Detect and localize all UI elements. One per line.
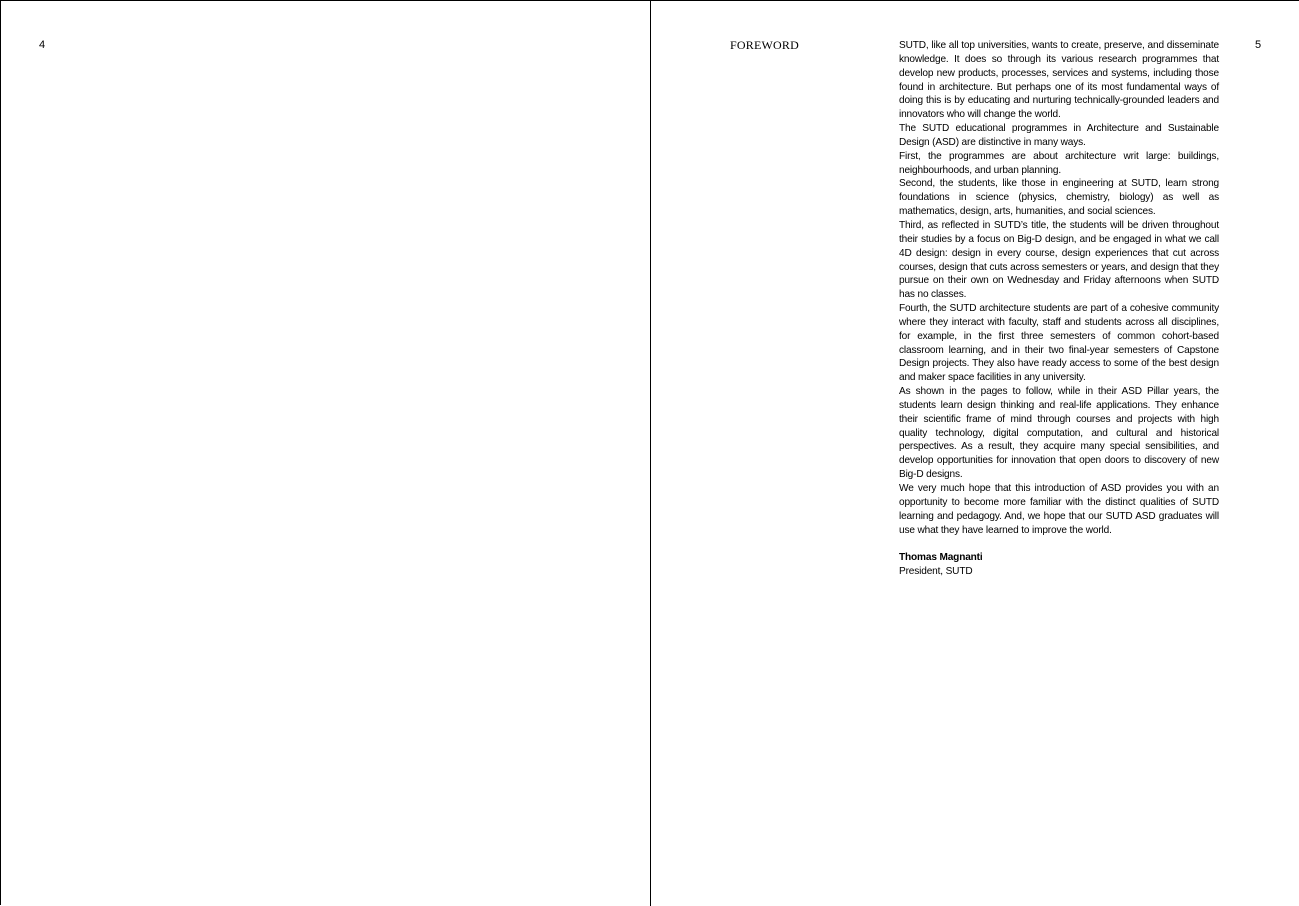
paragraph: SUTD, like all top universities, wants to create, preserve, and disseminate knowledge. It does so through its various research programmes that develop new products, processes, services and systems, including those found in architecture. But perhaps one of its most fundamental ways of doing this is by educating and nurturing technically-grounded leaders and innovators who will change the world. <box>899 40 1219 121</box>
paragraph: Second, the students, like those in engineering at SUTD, learn strong foundations in science (physics, chemistry, biology) as well as mathematics, design, arts, humanities, and social sciences. <box>899 178 1219 218</box>
paragraph: Third, as reflected in SUTD’s title, the students will be driven throughout their studies by a focus on Big-D design, and be engaged in what we call 4D design: design in every course, design experiences that cut across courses, design that cuts across semesters or years, and design that they pursue on their own on Wednesday and Friday afternoons when SUTD has no classes. <box>899 219 1219 301</box>
foreword-body <box>899 39 1219 579</box>
paragraph: As shown in the pages to follow, while in their ASD Pillar years, the students learn design thinking and real-life applications. They enhance their scientific frame of mind through courses and projects with high quality technology, digital computation, and cultural and historical perspectives. As a result, they acquire many special sensibilities, and develop opportunities for innovation that open doors to discovery of new Big-D designs. <box>899 386 1219 481</box>
paragraph: Fourth, the SUTD architecture students are part of a cohesive community where they interact with faculty, staff and students across all disciplines, for example, in the first three semesters of common cohort-based classroom learning, and in their two final-year semesters of Capstone Design projects. They also have ready access to some of the best design and maker space facilities in any university. <box>899 303 1219 384</box>
left-page <box>1 1 650 906</box>
paragraph: The SUTD educational programmes in Architecture and Sustainable Design (ASD) are distinctive in many ways. <box>899 123 1219 148</box>
section-title: FOREWORD <box>730 38 799 52</box>
paragraph: We very much hope that this introduction of ASD provides you with an opportunity to become more familiar with the distinct qualities of SUTD learning and pedagogy. And, we hope that our SUTD ASD graduates will use what they have learned to improve the world. <box>899 483 1219 536</box>
signature-role: President, SUTD <box>899 566 973 578</box>
right-page <box>650 1 1299 906</box>
signature-block <box>899 551 1219 579</box>
page-number-right: 5 <box>1255 39 1262 51</box>
signature-name: Thomas Magnanti <box>899 552 983 564</box>
page-number-left: 4 <box>39 39 46 51</box>
paragraph: First, the programmes are about architecture writ large: buildings, neighbourhoods, and urban planning. <box>899 150 1219 176</box>
